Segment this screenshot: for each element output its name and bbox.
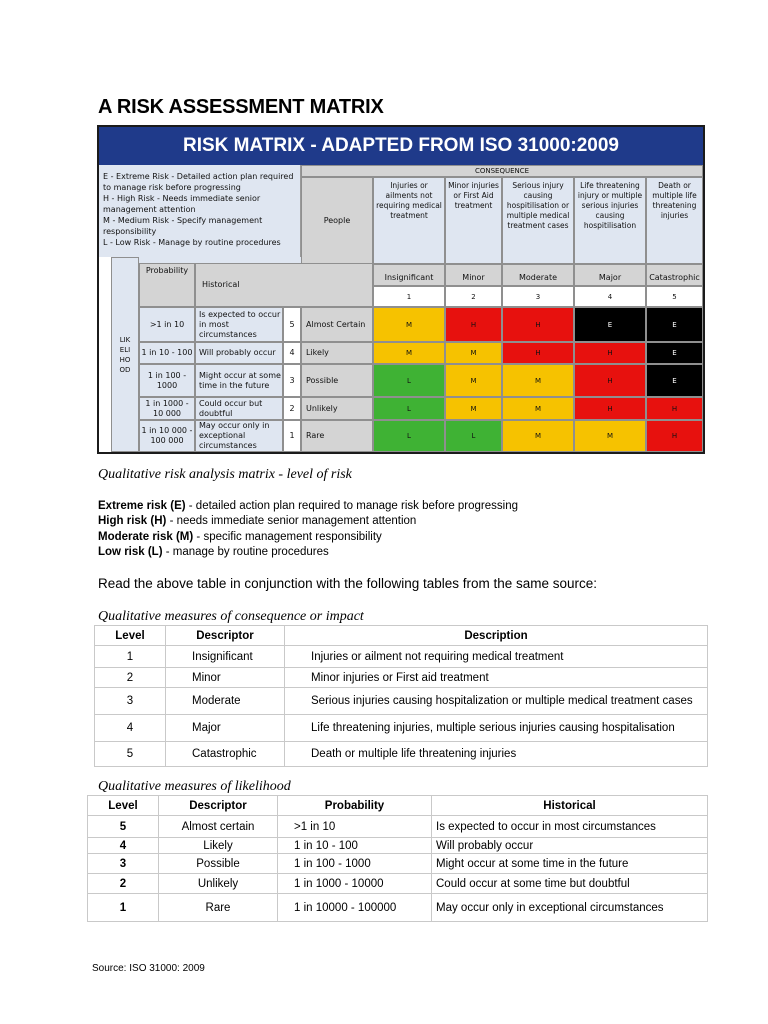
table-row	[95, 688, 708, 715]
description-cell: Injuries or ailment not requiring medical treatment	[285, 646, 708, 668]
row-likelihood-name: Unlikely	[301, 397, 373, 420]
risk-rating-cell: M	[445, 364, 502, 397]
description-cell: Life threatening injuries, multiple serious injuries causing hospitalisation	[285, 715, 708, 742]
definition-high: High risk (H) - needs immediate senior management attention	[98, 515, 417, 528]
col-probability: Probability	[278, 796, 432, 816]
row-historical: Will probably occur	[195, 342, 283, 364]
col-level: Level	[88, 796, 159, 816]
risk-rating-cell: H	[574, 397, 646, 420]
risk-rating-cell: M	[445, 397, 502, 420]
descriptor-cell: Minor	[166, 668, 285, 688]
row-probability: 1 in 1000 - 10 000	[139, 397, 195, 420]
level-cell: 2	[95, 668, 166, 688]
risk-rating-cell: L	[373, 397, 445, 420]
risk-rating-cell: M	[502, 397, 574, 420]
level-cell: 5	[95, 742, 166, 767]
people-label: People	[301, 177, 373, 264]
level-cell: 1	[95, 646, 166, 668]
historical-cell: Is expected to occur in most circumstances	[432, 816, 708, 838]
left-spacer	[99, 257, 111, 452]
table-row	[95, 715, 708, 742]
risk-rating-cell: E	[646, 364, 703, 397]
row-historical: Is expected to occur in most circumstances	[195, 307, 283, 342]
row-historical: Might occur at some time in the future	[195, 364, 283, 397]
consequence-number: 2	[445, 286, 502, 307]
descriptor-cell: Moderate	[166, 688, 285, 715]
analysis-heading: Qualitative risk analysis matrix - level of risk	[98, 467, 352, 482]
table-row	[88, 854, 708, 874]
risk-rating-cell: M	[502, 420, 574, 452]
risk-rating-cell: H	[502, 307, 574, 342]
probability-cell: 1 in 100 - 1000	[278, 854, 432, 874]
definition-low: Low risk (L) - manage by routine procedures	[98, 545, 329, 558]
consequence-description: Life threatening injury or multiple serious injuries causing hospitilisation	[574, 177, 646, 264]
row-probability: 1 in 10 000 - 100 000	[139, 420, 195, 452]
row-probability: >1 in 10	[139, 307, 195, 342]
historical-cell: Could occur at some time but doubtful	[432, 874, 708, 894]
legend-medium: M - Medium Risk - Specify management responsibility	[103, 216, 263, 236]
read-note: Read the above table in conjunction with the following tables from the same source:	[98, 576, 598, 591]
description-cell: Serious injuries causing hospitalization or multiple medical treatment cases	[285, 688, 708, 715]
row-level: 3	[283, 364, 301, 397]
consequence-number: 3	[502, 286, 574, 307]
row-likelihood-name: Almost Certain	[301, 307, 373, 342]
historical-header: Historical	[195, 263, 373, 307]
consequence-description: Death or multiple life threatening injuries	[646, 177, 703, 264]
likelihood-table-heading: Qualitative measures of likelihood	[98, 779, 291, 794]
risk-matrix	[97, 125, 705, 454]
level-cell: 4	[95, 715, 166, 742]
level-cell: 3	[88, 854, 159, 874]
descriptor-cell: Catastrophic	[166, 742, 285, 767]
descriptor-cell: Almost certain	[159, 816, 278, 838]
table-row	[95, 742, 708, 767]
risk-rating-cell: L	[445, 420, 502, 452]
descriptor-cell: Possible	[159, 854, 278, 874]
risk-rating-cell: E	[646, 307, 703, 342]
risk-rating-cell: H	[502, 342, 574, 364]
risk-rating-cell: M	[373, 307, 445, 342]
definition-moderate: Moderate risk (M) - specific management responsibility	[98, 530, 382, 543]
col-historical: Historical	[432, 796, 708, 816]
risk-rating-cell: H	[646, 420, 703, 452]
risk-rating-cell: M	[373, 342, 445, 364]
row-level: 1	[283, 420, 301, 452]
definition-extreme: Extreme risk (E) - detailed action plan required to manage risk before progressing	[98, 500, 518, 512]
probability-cell: 1 in 10000 - 100000	[278, 894, 432, 922]
source-note: Source: ISO 31000: 2009	[92, 963, 205, 974]
legend-low: L - Low Risk - Manage by routine procedures	[103, 238, 281, 247]
descriptor-cell: Rare	[159, 894, 278, 922]
consequence-level: Insignificant	[373, 264, 445, 286]
description-cell: Minor injuries or First aid treatment	[285, 668, 708, 688]
likelihood-table	[87, 795, 708, 922]
matrix-title: RISK MATRIX - ADAPTED FROM ISO 31000:2009	[99, 127, 703, 165]
risk-rating-cell: H	[574, 342, 646, 364]
row-likelihood-name: Possible	[301, 364, 373, 397]
descriptor-cell: Insignificant	[166, 646, 285, 668]
col-descriptor: Descriptor	[159, 796, 278, 816]
probability-cell: >1 in 10	[278, 816, 432, 838]
probability-header: Probability	[139, 263, 195, 307]
page-title: A RISK ASSESSMENT MATRIX	[98, 96, 384, 118]
historical-cell: Might occur at some time in the future	[432, 854, 708, 874]
risk-rating-cell: L	[373, 364, 445, 397]
descriptor-cell: Likely	[159, 838, 278, 854]
consequence-number: 5	[646, 286, 703, 307]
probability-cell: 1 in 10 - 100	[278, 838, 432, 854]
risk-rating-cell: H	[574, 364, 646, 397]
table-row	[95, 668, 708, 688]
descriptor-cell: Major	[166, 715, 285, 742]
row-level: 4	[283, 342, 301, 364]
table-row	[95, 646, 708, 668]
risk-rating-cell: M	[574, 420, 646, 452]
risk-rating-cell: E	[646, 342, 703, 364]
table-row	[88, 816, 708, 838]
descriptor-cell: Unlikely	[159, 874, 278, 894]
risk-rating-cell: L	[373, 420, 445, 452]
risk-rating-cell: M	[445, 342, 502, 364]
consequence-level: Moderate	[502, 264, 574, 286]
risk-legend	[99, 165, 301, 257]
row-probability: 1 in 10 - 100	[139, 342, 195, 364]
row-probability: 1 in 100 - 1000	[139, 364, 195, 397]
level-cell: 1	[88, 894, 159, 922]
consequence-description: Injuries or ailments not requiring medical treatment	[373, 177, 445, 264]
col-level: Level	[95, 626, 166, 646]
row-likelihood-name: Likely	[301, 342, 373, 364]
consequence-description: Minor injuries or First Aid treatment	[445, 177, 502, 264]
row-level: 5	[283, 307, 301, 342]
col-descriptor: Descriptor	[166, 626, 285, 646]
likelihood-label: LIKELIHOOD	[111, 257, 139, 452]
col-description: Description	[285, 626, 708, 646]
row-historical: Could occur but doubtful	[195, 397, 283, 420]
row-historical: May occur only in exceptional circumstances	[195, 420, 283, 452]
risk-rating-cell: M	[502, 364, 574, 397]
historical-cell: Will probably occur	[432, 838, 708, 854]
level-cell: 5	[88, 816, 159, 838]
historical-cell: May occur only in exceptional circumstances	[432, 894, 708, 922]
consequence-description: Serious injury causing hospitilisation or multiple medical treatment cases	[502, 177, 574, 264]
table-row	[88, 874, 708, 894]
legend-extreme: E - Extreme Risk - Detailed action plan required to manage risk before progressing	[103, 172, 294, 192]
risk-rating-cell: E	[574, 307, 646, 342]
risk-rating-cell: H	[445, 307, 502, 342]
consequence-number: 4	[574, 286, 646, 307]
level-cell: 2	[88, 874, 159, 894]
consequence-table-heading: Qualitative measures of consequence or impact	[98, 609, 364, 624]
consequence-number: 1	[373, 286, 445, 307]
legend-high: H - High Risk - Needs immediate senior management attention	[103, 194, 261, 214]
risk-rating-cell: H	[646, 397, 703, 420]
table-row	[88, 838, 708, 854]
table-row	[88, 894, 708, 922]
consequence-level: Minor	[445, 264, 502, 286]
consequence-label: CONSEQUENCE	[301, 165, 703, 177]
probability-cell: 1 in 1000 - 10000	[278, 874, 432, 894]
consequence-level: Major	[574, 264, 646, 286]
consequence-table	[94, 625, 708, 767]
level-cell: 4	[88, 838, 159, 854]
row-likelihood-name: Rare	[301, 420, 373, 452]
row-level: 2	[283, 397, 301, 420]
description-cell: Death or multiple life threatening injuries	[285, 742, 708, 767]
level-cell: 3	[95, 688, 166, 715]
consequence-level: Catastrophic	[646, 264, 703, 286]
risk-definitions	[98, 499, 518, 560]
